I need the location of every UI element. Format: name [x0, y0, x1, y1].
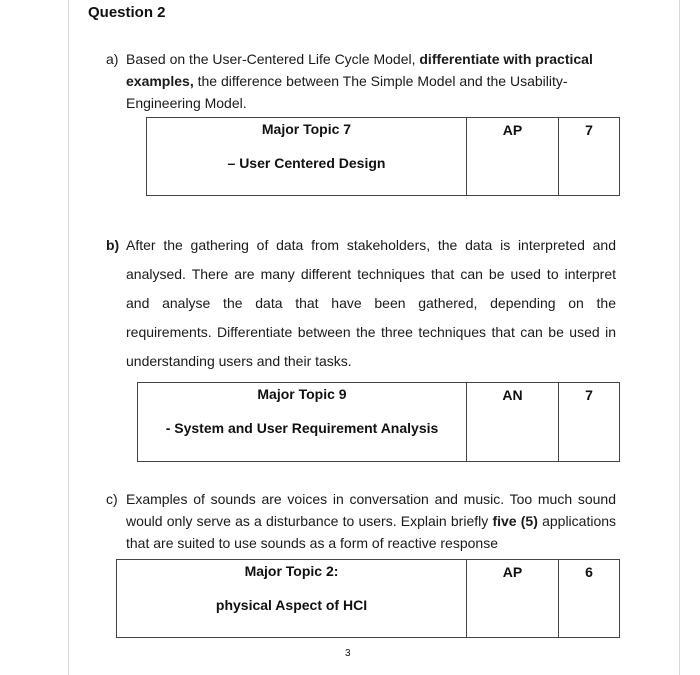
question-title: Question 2: [88, 4, 166, 21]
part-a-topic-table: [146, 117, 620, 196]
level-cell: AP: [467, 118, 559, 196]
major-topic-label: Major Topic 2:: [244, 563, 339, 579]
part-c-marker: c): [106, 491, 118, 507]
part-b-text: After the gathering of data from stakeholders, the data is interpreted and analysed. There are many different techniques that can be used to interpret and analyse the data that have been gathered, depending on the requirements. Differentiate between the three techniques that can be used in understanding users and their tasks.: [126, 237, 616, 369]
part-b-topic-table: [137, 382, 620, 462]
major-topic-label: Major Topic 9: [257, 386, 347, 402]
subtopic-label: physical Aspect of HCI: [215, 597, 368, 613]
part-c-text-2: applications that are suited to use sounds as a form of reactive response: [126, 513, 617, 551]
marks-cell: 7: [559, 383, 620, 462]
topic-cell: [117, 560, 467, 638]
level-cell: AP: [467, 560, 559, 638]
part-a-text-2: the difference between The Simple Model and the Usability-Engineering Model.: [126, 73, 568, 111]
level-cell: AN: [467, 383, 559, 462]
part-c: [106, 488, 617, 554]
marks-cell: 7: [559, 118, 620, 196]
page-number: 3: [345, 648, 351, 659]
part-b: [106, 231, 616, 376]
part-a-marker: a): [106, 51, 119, 67]
part-a-text-1: Based on the User-Centered Life Cycle Model,: [126, 51, 420, 67]
marks-cell: 6: [559, 560, 620, 638]
subtopic-label: - System and User Requirement Analysis: [165, 420, 439, 436]
part-c-text-1: Examples of sounds are voices in conversation and music. Too much sound would only serve as a disturbance to users. Explain briefly: [126, 491, 616, 529]
topic-cell: [138, 383, 467, 462]
part-a-bold-1: differentiate with practical examples,: [126, 51, 593, 89]
part-b-marker: b): [106, 237, 120, 253]
part-a: [106, 48, 616, 114]
subtopic-label: – User Centered Design: [227, 155, 386, 171]
major-topic-label: Major Topic 7: [261, 121, 352, 137]
topic-cell: [147, 118, 467, 196]
part-c-bold-1: five (5): [492, 513, 538, 529]
part-c-topic-table: [116, 559, 620, 638]
